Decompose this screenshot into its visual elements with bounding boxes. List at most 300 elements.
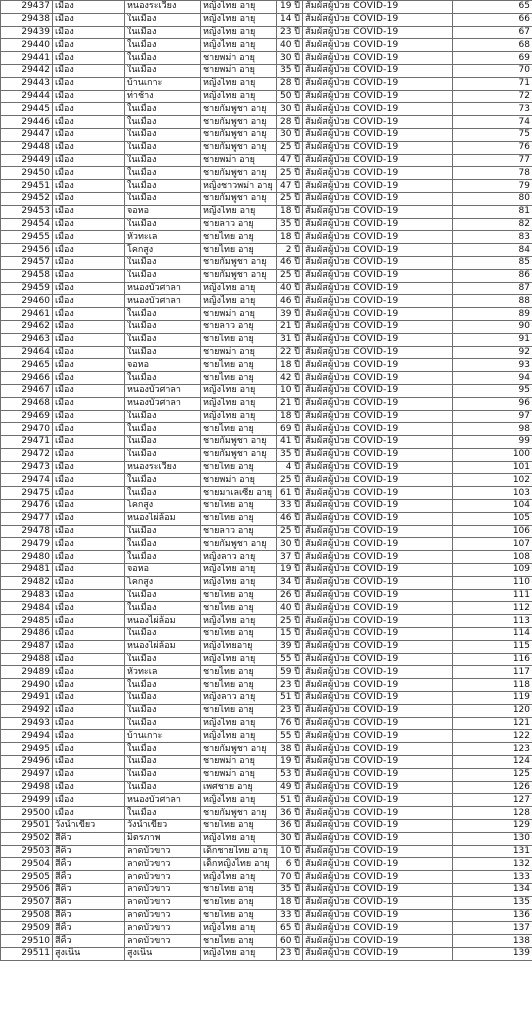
cause-cell: สัมผัสผู้ป่วย COVID-19	[303, 487, 453, 500]
person-cell: หญิงไทย อายุ	[201, 947, 277, 960]
person-cell: หญิงไทย อายุ	[201, 410, 277, 423]
case-id-cell: 29446	[1, 116, 53, 129]
cause-cell: สัมผัสผู้ป่วย COVID-19	[303, 564, 453, 577]
table-row	[1, 679, 532, 692]
sequence-cell: 65	[453, 1, 532, 14]
age-cell: 33 ปี	[277, 500, 303, 513]
case-id-cell: 29439	[1, 26, 53, 39]
district-cell: เมือง	[53, 13, 125, 26]
table-row	[1, 154, 532, 167]
cause-cell: สัมผัสผู้ป่วย COVID-19	[303, 244, 453, 257]
sequence-cell: 101	[453, 461, 532, 474]
sequence-cell: 126	[453, 781, 532, 794]
sequence-cell: 127	[453, 794, 532, 807]
age-cell: 30 ปี	[277, 832, 303, 845]
cause-cell: สัมผัสผู้ป่วย COVID-19	[303, 461, 453, 474]
age-cell: 19 ปี	[277, 1, 303, 14]
age-cell: 70 ปี	[277, 871, 303, 884]
case-id-cell: 29462	[1, 320, 53, 333]
age-cell: 51 ปี	[277, 692, 303, 705]
cause-cell: สัมผัสผู้ป่วย COVID-19	[303, 589, 453, 602]
person-cell: ชายกัมพูชา อายุ	[201, 436, 277, 449]
table-row	[1, 423, 532, 436]
district-cell: เมือง	[53, 487, 125, 500]
table-row	[1, 26, 532, 39]
case-id-cell: 29493	[1, 717, 53, 730]
person-cell: หญิงไทย อายุ	[201, 832, 277, 845]
age-cell: 47 ปี	[277, 154, 303, 167]
case-id-cell: 29459	[1, 282, 53, 295]
district-cell: เมือง	[53, 615, 125, 628]
age-cell: 18 ปี	[277, 410, 303, 423]
age-cell: 25 ปี	[277, 615, 303, 628]
table-row	[1, 180, 532, 193]
table-row	[1, 90, 532, 103]
district-cell: เมือง	[53, 116, 125, 129]
cause-cell: สัมผัสผู้ป่วย COVID-19	[303, 679, 453, 692]
table-row	[1, 935, 532, 948]
person-cell: หญิงไทย อายุ	[201, 1, 277, 14]
case-id-cell: 29474	[1, 474, 53, 487]
case-id-cell: 29489	[1, 666, 53, 679]
case-id-cell: 29471	[1, 436, 53, 449]
age-cell: 15 ปี	[277, 628, 303, 641]
sequence-cell: 103	[453, 487, 532, 500]
subdistrict-cell: หนองระเวียง	[125, 461, 201, 474]
subdistrict-cell: มิตรภาพ	[125, 832, 201, 845]
case-id-cell: 29490	[1, 679, 53, 692]
case-id-cell: 29485	[1, 615, 53, 628]
sequence-cell: 137	[453, 922, 532, 935]
subdistrict-cell: สูงเนิน	[125, 947, 201, 960]
cause-cell: สัมผัสผู้ป่วย COVID-19	[303, 538, 453, 551]
subdistrict-cell: ในเมือง	[125, 448, 201, 461]
sequence-cell: 92	[453, 346, 532, 359]
age-cell: 21 ปี	[277, 320, 303, 333]
cause-cell: สัมผัสผู้ป่วย COVID-19	[303, 448, 453, 461]
age-cell: 6 ปี	[277, 858, 303, 871]
subdistrict-cell: ลาดบัวขาว	[125, 871, 201, 884]
case-id-cell: 29476	[1, 500, 53, 513]
sequence-cell: 79	[453, 180, 532, 193]
person-cell: หญิงไทย อายุ	[201, 653, 277, 666]
person-cell: หญิงไทย อายุ	[201, 397, 277, 410]
case-id-cell: 29492	[1, 704, 53, 717]
age-cell: 25 ปี	[277, 192, 303, 205]
age-cell: 22 ปี	[277, 346, 303, 359]
cause-cell: สัมผัสผู้ป่วย COVID-19	[303, 512, 453, 525]
person-cell: ชายพม่า อายุ	[201, 154, 277, 167]
district-cell: เมือง	[53, 256, 125, 269]
table-row	[1, 295, 532, 308]
subdistrict-cell: ในเมือง	[125, 692, 201, 705]
sequence-cell: 99	[453, 436, 532, 449]
table-row	[1, 871, 532, 884]
subdistrict-cell: ในเมือง	[125, 269, 201, 282]
case-id-cell: 29508	[1, 909, 53, 922]
cause-cell: สัมผัสผู้ป่วย COVID-19	[303, 1, 453, 14]
table-row	[1, 743, 532, 756]
subdistrict-cell: ในเมือง	[125, 602, 201, 615]
table-row	[1, 820, 532, 833]
age-cell: 33 ปี	[277, 909, 303, 922]
person-cell: หญิงไทย อายุ	[201, 77, 277, 90]
subdistrict-cell: ในเมือง	[125, 743, 201, 756]
person-cell: ชายลาว อายุ	[201, 525, 277, 538]
subdistrict-cell: ในเมือง	[125, 704, 201, 717]
case-id-cell: 29496	[1, 756, 53, 769]
cause-cell: สัมผัสผู้ป่วย COVID-19	[303, 628, 453, 641]
district-cell: เมือง	[53, 320, 125, 333]
district-cell: เมือง	[53, 346, 125, 359]
cause-cell: สัมผัสผู้ป่วย COVID-19	[303, 794, 453, 807]
table-row	[1, 666, 532, 679]
subdistrict-cell: ลาดบัวขาว	[125, 909, 201, 922]
case-id-cell: 29487	[1, 640, 53, 653]
person-cell: ชายมาเลเซีย อายุ	[201, 487, 277, 500]
subdistrict-cell: ในเมือง	[125, 116, 201, 129]
district-cell: เมือง	[53, 333, 125, 346]
subdistrict-cell: ในเมือง	[125, 320, 201, 333]
subdistrict-cell: ลาดบัวขาว	[125, 935, 201, 948]
subdistrict-cell: วังน้ำเขียว	[125, 820, 201, 833]
person-cell: ชายไทย อายุ	[201, 512, 277, 525]
sequence-cell: 76	[453, 141, 532, 154]
district-cell: เมือง	[53, 512, 125, 525]
district-cell: เมือง	[53, 500, 125, 513]
case-id-cell: 29445	[1, 103, 53, 116]
sequence-cell: 69	[453, 52, 532, 65]
subdistrict-cell: ในเมือง	[125, 64, 201, 77]
table-row	[1, 564, 532, 577]
person-cell: หญิงไทย อายุ	[201, 295, 277, 308]
subdistrict-cell: ลาดบัวขาว	[125, 845, 201, 858]
sequence-cell: 124	[453, 756, 532, 769]
table-row	[1, 525, 532, 538]
subdistrict-cell: ในเมือง	[125, 333, 201, 346]
sequence-cell: 110	[453, 576, 532, 589]
person-cell: หญิงไทย อายุ	[201, 794, 277, 807]
district-cell: เมือง	[53, 384, 125, 397]
person-cell: ชายไทย อายุ	[201, 589, 277, 602]
case-id-cell: 29470	[1, 423, 53, 436]
district-cell: เมือง	[53, 167, 125, 180]
age-cell: 41 ปี	[277, 436, 303, 449]
case-id-cell: 29460	[1, 295, 53, 308]
age-cell: 37 ปี	[277, 551, 303, 564]
age-cell: 35 ปี	[277, 218, 303, 231]
case-id-cell: 29456	[1, 244, 53, 257]
cause-cell: สัมผัสผู้ป่วย COVID-19	[303, 256, 453, 269]
person-cell: ชายพม่า อายุ	[201, 756, 277, 769]
person-cell: ชายกัมพูชา อายุ	[201, 743, 277, 756]
district-cell: เมือง	[53, 154, 125, 167]
sequence-cell: 67	[453, 26, 532, 39]
sequence-cell: 104	[453, 500, 532, 513]
person-cell: ชายไทย อายุ	[201, 704, 277, 717]
table-row	[1, 346, 532, 359]
subdistrict-cell: ในเมือง	[125, 128, 201, 141]
subdistrict-cell: ในเมือง	[125, 346, 201, 359]
cause-cell: สัมผัสผู้ป่วย COVID-19	[303, 935, 453, 948]
sequence-cell: 111	[453, 589, 532, 602]
table-row	[1, 589, 532, 602]
table-row	[1, 436, 532, 449]
cause-cell: สัมผัสผู้ป่วย COVID-19	[303, 295, 453, 308]
subdistrict-cell: ในเมือง	[125, 167, 201, 180]
age-cell: 25 ปี	[277, 269, 303, 282]
subdistrict-cell: ในเมือง	[125, 538, 201, 551]
cause-cell: สัมผัสผู้ป่วย COVID-19	[303, 116, 453, 129]
cause-cell: สัมผัสผู้ป่วย COVID-19	[303, 167, 453, 180]
table-row	[1, 1, 532, 14]
case-id-cell: 29468	[1, 397, 53, 410]
cause-cell: สัมผัสผู้ป่วย COVID-19	[303, 218, 453, 231]
cause-cell: สัมผัสผู้ป่วย COVID-19	[303, 308, 453, 321]
cause-cell: สัมผัสผู้ป่วย COVID-19	[303, 128, 453, 141]
district-cell: เมือง	[53, 39, 125, 52]
district-cell: เมือง	[53, 666, 125, 679]
age-cell: 55 ปี	[277, 730, 303, 743]
case-id-cell: 29464	[1, 346, 53, 359]
subdistrict-cell: โคกสูง	[125, 244, 201, 257]
case-id-cell: 29503	[1, 845, 53, 858]
cause-cell: สัมผัสผู้ป่วย COVID-19	[303, 602, 453, 615]
district-cell: เมือง	[53, 26, 125, 39]
subdistrict-cell: ในเมือง	[125, 256, 201, 269]
sequence-cell: 108	[453, 551, 532, 564]
subdistrict-cell: ในเมือง	[125, 52, 201, 65]
subdistrict-cell: หนองบัวศาลา	[125, 384, 201, 397]
person-cell: ชายไทย อายุ	[201, 359, 277, 372]
age-cell: 46 ปี	[277, 295, 303, 308]
case-id-cell: 29477	[1, 512, 53, 525]
district-cell: เมือง	[53, 781, 125, 794]
subdistrict-cell: ในเมือง	[125, 551, 201, 564]
case-id-cell: 29497	[1, 768, 53, 781]
cause-cell: สัมผัสผู้ป่วย COVID-19	[303, 154, 453, 167]
cause-cell: สัมผัสผู้ป่วย COVID-19	[303, 436, 453, 449]
person-cell: ชายกัมพูชา อายุ	[201, 807, 277, 820]
person-cell: ชายลาว อายุ	[201, 320, 277, 333]
case-table-body	[1, 1, 532, 961]
table-row	[1, 807, 532, 820]
case-id-cell: 29463	[1, 333, 53, 346]
sequence-cell: 131	[453, 845, 532, 858]
district-cell: เมือง	[53, 90, 125, 103]
case-id-cell: 29441	[1, 52, 53, 65]
cause-cell: สัมผัสผู้ป่วย COVID-19	[303, 39, 453, 52]
district-cell: เมือง	[53, 474, 125, 487]
age-cell: 61 ปี	[277, 487, 303, 500]
sequence-cell: 73	[453, 103, 532, 116]
subdistrict-cell: ลาดบัวขาว	[125, 896, 201, 909]
sequence-cell: 118	[453, 679, 532, 692]
person-cell: ชายไทย อายุ	[201, 461, 277, 474]
table-row	[1, 538, 532, 551]
district-cell: เมือง	[53, 743, 125, 756]
district-cell: สีคิ้ว	[53, 832, 125, 845]
age-cell: 25 ปี	[277, 525, 303, 538]
case-id-cell: 29482	[1, 576, 53, 589]
person-cell: ชายพม่า อายุ	[201, 474, 277, 487]
case-id-cell: 29480	[1, 551, 53, 564]
table-row	[1, 103, 532, 116]
case-id-cell: 29438	[1, 13, 53, 26]
case-id-cell: 29461	[1, 308, 53, 321]
person-cell: เด็กชายไทย อายุ	[201, 845, 277, 858]
age-cell: 18 ปี	[277, 896, 303, 909]
table-row	[1, 845, 532, 858]
subdistrict-cell: หนองไผ่ล้อม	[125, 512, 201, 525]
person-cell: หญิงไทยอายุ	[201, 640, 277, 653]
subdistrict-cell: หนองบัวศาลา	[125, 397, 201, 410]
table-row	[1, 896, 532, 909]
subdistrict-cell: หนองไผ่ล้อม	[125, 615, 201, 628]
age-cell: 4 ปี	[277, 461, 303, 474]
cause-cell: สัมผัสผู้ป่วย COVID-19	[303, 743, 453, 756]
person-cell: ชายไทย อายุ	[201, 602, 277, 615]
age-cell: 35 ปี	[277, 448, 303, 461]
cause-cell: สัมผัสผู้ป่วย COVID-19	[303, 410, 453, 423]
table-row	[1, 13, 532, 26]
sequence-cell: 87	[453, 282, 532, 295]
age-cell: 28 ปี	[277, 77, 303, 90]
person-cell: ชายลาว อายุ	[201, 218, 277, 231]
table-row	[1, 397, 532, 410]
person-cell: หญิงไทย อายุ	[201, 576, 277, 589]
case-id-cell: 29442	[1, 64, 53, 77]
case-id-cell: 29484	[1, 602, 53, 615]
cause-cell: สัมผัสผู้ป่วย COVID-19	[303, 692, 453, 705]
subdistrict-cell: ลาดบัวขาว	[125, 858, 201, 871]
person-cell: ชายกัมพูชา อายุ	[201, 269, 277, 282]
person-cell: หญิงไทย อายุ	[201, 615, 277, 628]
case-id-cell: 29486	[1, 628, 53, 641]
person-cell: ชายพม่า อายุ	[201, 52, 277, 65]
district-cell: เมือง	[53, 231, 125, 244]
cause-cell: สัมผัสผู้ป่วย COVID-19	[303, 13, 453, 26]
sequence-cell: 93	[453, 359, 532, 372]
person-cell: ชายไทย อายุ	[201, 628, 277, 641]
district-cell: สีคิ้ว	[53, 935, 125, 948]
case-id-cell: 29504	[1, 858, 53, 871]
cause-cell: สัมผัสผู้ป่วย COVID-19	[303, 77, 453, 90]
case-id-cell: 29507	[1, 896, 53, 909]
district-cell: เมือง	[53, 64, 125, 77]
age-cell: 65 ปี	[277, 922, 303, 935]
district-cell: เมือง	[53, 576, 125, 589]
cause-cell: สัมผัสผู้ป่วย COVID-19	[303, 768, 453, 781]
cause-cell: สัมผัสผู้ป่วย COVID-19	[303, 103, 453, 116]
table-row	[1, 77, 532, 90]
case-id-cell: 29495	[1, 743, 53, 756]
person-cell: ชายกัมพูชา อายุ	[201, 103, 277, 116]
table-row	[1, 410, 532, 423]
district-cell: เมือง	[53, 205, 125, 218]
subdistrict-cell: ในเมือง	[125, 218, 201, 231]
person-cell: หญิงไทย อายุ	[201, 717, 277, 730]
sequence-cell: 116	[453, 653, 532, 666]
sequence-cell: 74	[453, 116, 532, 129]
age-cell: 51 ปี	[277, 794, 303, 807]
case-id-cell: 29491	[1, 692, 53, 705]
cause-cell: สัมผัสผู้ป่วย COVID-19	[303, 666, 453, 679]
age-cell: 42 ปี	[277, 372, 303, 385]
person-cell: ชายกัมพูชา อายุ	[201, 256, 277, 269]
district-cell: เมือง	[53, 602, 125, 615]
person-cell: ชายไทย อายุ	[201, 666, 277, 679]
district-cell: เมือง	[53, 52, 125, 65]
cause-cell: สัมผัสผู้ป่วย COVID-19	[303, 64, 453, 77]
sequence-cell: 98	[453, 423, 532, 436]
table-row	[1, 883, 532, 896]
subdistrict-cell: ในเมือง	[125, 717, 201, 730]
cause-cell: สัมผัสผู้ป่วย COVID-19	[303, 282, 453, 295]
table-row	[1, 141, 532, 154]
age-cell: 23 ปี	[277, 704, 303, 717]
subdistrict-cell: หัวทะเล	[125, 231, 201, 244]
district-cell: เมือง	[53, 730, 125, 743]
sequence-cell: 71	[453, 77, 532, 90]
cause-cell: สัมผัสผู้ป่วย COVID-19	[303, 653, 453, 666]
case-id-cell: 29510	[1, 935, 53, 948]
person-cell: หญิงลาว อายุ	[201, 551, 277, 564]
cause-cell: สัมผัสผู้ป่วย COVID-19	[303, 397, 453, 410]
district-cell: เมือง	[53, 295, 125, 308]
cause-cell: สัมผัสผู้ป่วย COVID-19	[303, 640, 453, 653]
district-cell: สีคิ้ว	[53, 871, 125, 884]
age-cell: 39 ปี	[277, 308, 303, 321]
person-cell: หญิงไทย อายุ	[201, 730, 277, 743]
case-id-cell: 29453	[1, 205, 53, 218]
sequence-cell: 123	[453, 743, 532, 756]
table-row	[1, 653, 532, 666]
table-row	[1, 858, 532, 871]
district-cell: เมือง	[53, 551, 125, 564]
person-cell: หญิงไทย อายุ	[201, 90, 277, 103]
district-cell: เมือง	[53, 807, 125, 820]
district-cell: เมือง	[53, 461, 125, 474]
table-row	[1, 922, 532, 935]
table-row	[1, 474, 532, 487]
age-cell: 55 ปี	[277, 653, 303, 666]
case-id-cell: 29469	[1, 410, 53, 423]
sequence-cell: 117	[453, 666, 532, 679]
table-row	[1, 128, 532, 141]
age-cell: 30 ปี	[277, 128, 303, 141]
cause-cell: สัมผัสผู้ป่วย COVID-19	[303, 423, 453, 436]
person-cell: ชายพม่า อายุ	[201, 768, 277, 781]
age-cell: 35 ปี	[277, 64, 303, 77]
age-cell: 10 ปี	[277, 845, 303, 858]
age-cell: 25 ปี	[277, 141, 303, 154]
cause-cell: สัมผัสผู้ป่วย COVID-19	[303, 615, 453, 628]
person-cell: ชายไทย อายุ	[201, 372, 277, 385]
table-row	[1, 64, 532, 77]
table-row	[1, 781, 532, 794]
table-row	[1, 333, 532, 346]
cause-cell: สัมผัสผู้ป่วย COVID-19	[303, 858, 453, 871]
age-cell: 28 ปี	[277, 116, 303, 129]
district-cell: วังน้ำเขียว	[53, 820, 125, 833]
table-row	[1, 448, 532, 461]
age-cell: 30 ปี	[277, 103, 303, 116]
sequence-cell: 83	[453, 231, 532, 244]
person-cell: ชายไทย อายุ	[201, 679, 277, 692]
district-cell: เมือง	[53, 768, 125, 781]
subdistrict-cell: ในเมือง	[125, 436, 201, 449]
